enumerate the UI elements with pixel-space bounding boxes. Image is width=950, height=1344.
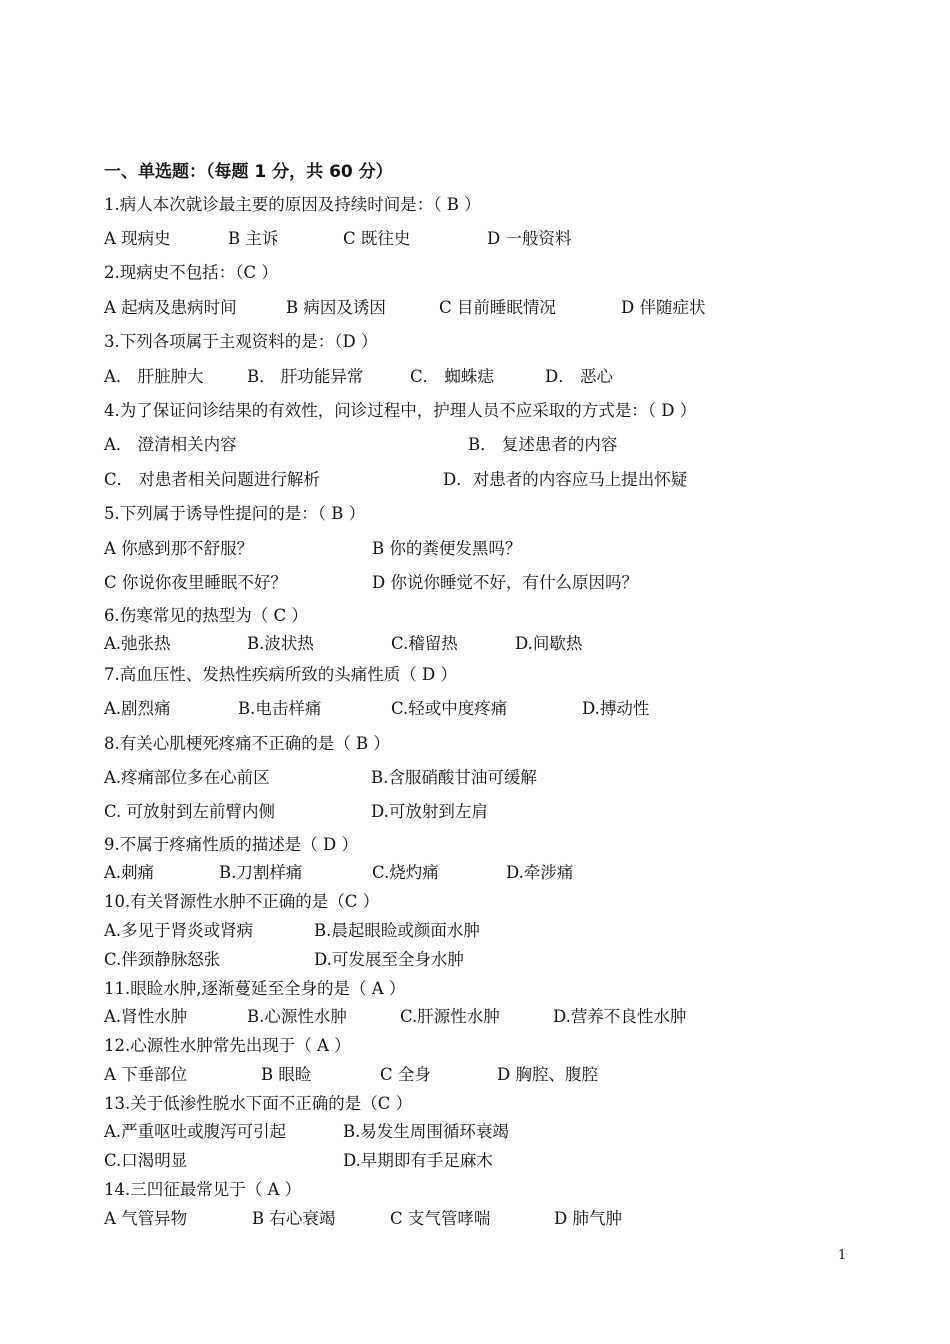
- question-options: [104, 364, 904, 390]
- option: B.含服硝酸甘油可缓解: [371, 768, 537, 787]
- option: A.严重呕吐或腹泻可引起: [104, 1122, 287, 1141]
- question-options: [104, 1148, 904, 1174]
- question-stem: 12.心源性水肿常先出现于（ A ）: [104, 1036, 351, 1055]
- option: A.疼痛部位多在心前区: [104, 768, 270, 787]
- option: D 胸腔、腹腔: [497, 1065, 598, 1084]
- question-options: [104, 918, 904, 944]
- option: C 你说你夜里睡眠不好？: [104, 573, 287, 592]
- option: D． 恶心: [545, 367, 613, 386]
- option: C.烧灼痛: [372, 863, 439, 882]
- question-options: [104, 1004, 904, 1030]
- option: D．对患者的内容应马上提出怀疑: [443, 470, 688, 489]
- option: B 你的粪便发黑吗？: [372, 539, 522, 558]
- question-options: [104, 1206, 904, 1232]
- option: B.波状热: [247, 634, 314, 653]
- option: C 既往史: [343, 229, 411, 248]
- question-options: [104, 947, 904, 973]
- option: C． 蜘蛛痣: [410, 367, 494, 386]
- option: C 目前睡眠情况: [439, 298, 556, 317]
- option: B． 复述患者的内容: [468, 435, 618, 454]
- option: B.易发生周围循环衰竭: [343, 1122, 509, 1141]
- option: A 起病及患病时间: [104, 298, 237, 317]
- option: C.肝源性水肿: [400, 1007, 500, 1026]
- option: A.剧烈痛: [104, 699, 171, 718]
- question-stem: 4.为了保证问诊结果的有效性，问诊过程中，护理人员不应采取的方式是：（ D ）: [104, 401, 697, 420]
- option: D.可放射到左肩: [371, 802, 488, 821]
- question-options: [104, 570, 904, 596]
- page-number: 1: [838, 1248, 847, 1263]
- question-stem: 3.下列各项属于主观资料的是：（D ）: [104, 332, 378, 351]
- question-stem: 9.不属于疼痛性质的描述是（ D ）: [104, 835, 358, 854]
- option: A.刺痛: [104, 863, 155, 882]
- option: A.肾性水肿: [104, 1007, 188, 1026]
- option: B.电击样痛: [238, 699, 322, 718]
- option: C.伴颈静脉怒张: [104, 950, 221, 969]
- question-stem: 13.关于低渗性脱水下面不正确的是（C ）: [104, 1094, 413, 1113]
- option: A 现病史: [104, 229, 171, 248]
- option: A． 澄清相关内容: [104, 435, 237, 454]
- option: B 病因及诱因: [286, 298, 386, 317]
- option: D.牵涉痛: [506, 863, 574, 882]
- section-title: 一、单选题：（每题 1 分，共 60 分）: [104, 162, 393, 182]
- option: C.稽留热: [391, 634, 458, 653]
- option: C． 对患者相关问题进行解析: [104, 470, 320, 489]
- question-options: [104, 765, 904, 791]
- question-options: [104, 799, 904, 825]
- question-options: [104, 1119, 904, 1145]
- question-stem: 6.伤寒常见的热型为（ C ）: [104, 606, 308, 625]
- question-options: [104, 631, 904, 657]
- option: D.营养不良性水肿: [553, 1007, 687, 1026]
- option: D.可发展至全身水肿: [314, 950, 464, 969]
- option: D 一般资料: [487, 229, 572, 248]
- option: D.搏动性: [582, 699, 650, 718]
- option: C.口渴明显: [104, 1151, 188, 1170]
- option: A.多见于肾炎或肾病: [104, 921, 254, 940]
- option: A 你感到那不舒服？: [104, 539, 254, 558]
- option: D 伴随症状: [621, 298, 706, 317]
- option: B 右心衰竭: [252, 1209, 336, 1228]
- question-stem: 11.眼睑水肿,逐渐蔓延至全身的是（ A ）: [104, 979, 406, 998]
- option: D.早期即有手足麻木: [343, 1151, 493, 1170]
- question-options: [104, 226, 904, 252]
- option: A． 肝脏肿大: [104, 367, 204, 386]
- question-stem: 2.现病史不包括：（C ）: [104, 263, 278, 282]
- option: B.晨起眼睑或颜面水肿: [314, 921, 480, 940]
- option: D 你说你睡觉不好，有什么原因吗？: [372, 573, 638, 592]
- option: B 主诉: [228, 229, 279, 248]
- option: B． 肝功能异常: [247, 367, 364, 386]
- option: C.轻或中度疼痛: [391, 699, 508, 718]
- question-stem: 7.高血压性、发热性疾病所致的头痛性质（ D ）: [104, 665, 457, 684]
- question-options: [104, 432, 904, 458]
- question-options: [104, 295, 904, 321]
- option: A.弛张热: [104, 634, 171, 653]
- option: B.心源性水肿: [247, 1007, 347, 1026]
- question-options: [104, 860, 904, 886]
- question-options: [104, 467, 904, 493]
- question-options: [104, 1062, 904, 1088]
- option: A 气管异物: [104, 1209, 188, 1228]
- option: B.刀割样痛: [219, 863, 303, 882]
- question-stem: 1.病人本次就诊最主要的原因及持续时间是：（ B ）: [104, 195, 481, 214]
- question-stem: 8.有关心肌梗死疼痛不正确的是（ B ）: [104, 734, 390, 753]
- option: C 支气管哮喘: [390, 1209, 491, 1228]
- option: C. 可放射到左前臂内侧: [104, 802, 276, 821]
- question-stem: 10.有关肾源性水肿不正确的是（C ）: [104, 892, 380, 911]
- question-options: [104, 696, 904, 722]
- option: B 眼睑: [261, 1065, 312, 1084]
- question-stem: 5.下列属于诱导性提问的是：（ B ）: [104, 504, 366, 523]
- option: C 全身: [380, 1065, 431, 1084]
- option: A 下垂部位: [104, 1065, 188, 1084]
- question-stem: 14.三凹征最常见于（ A ）: [104, 1180, 302, 1199]
- option: D 肺气肿: [554, 1209, 622, 1228]
- question-options: [104, 536, 904, 562]
- option: D.间歇热: [515, 634, 583, 653]
